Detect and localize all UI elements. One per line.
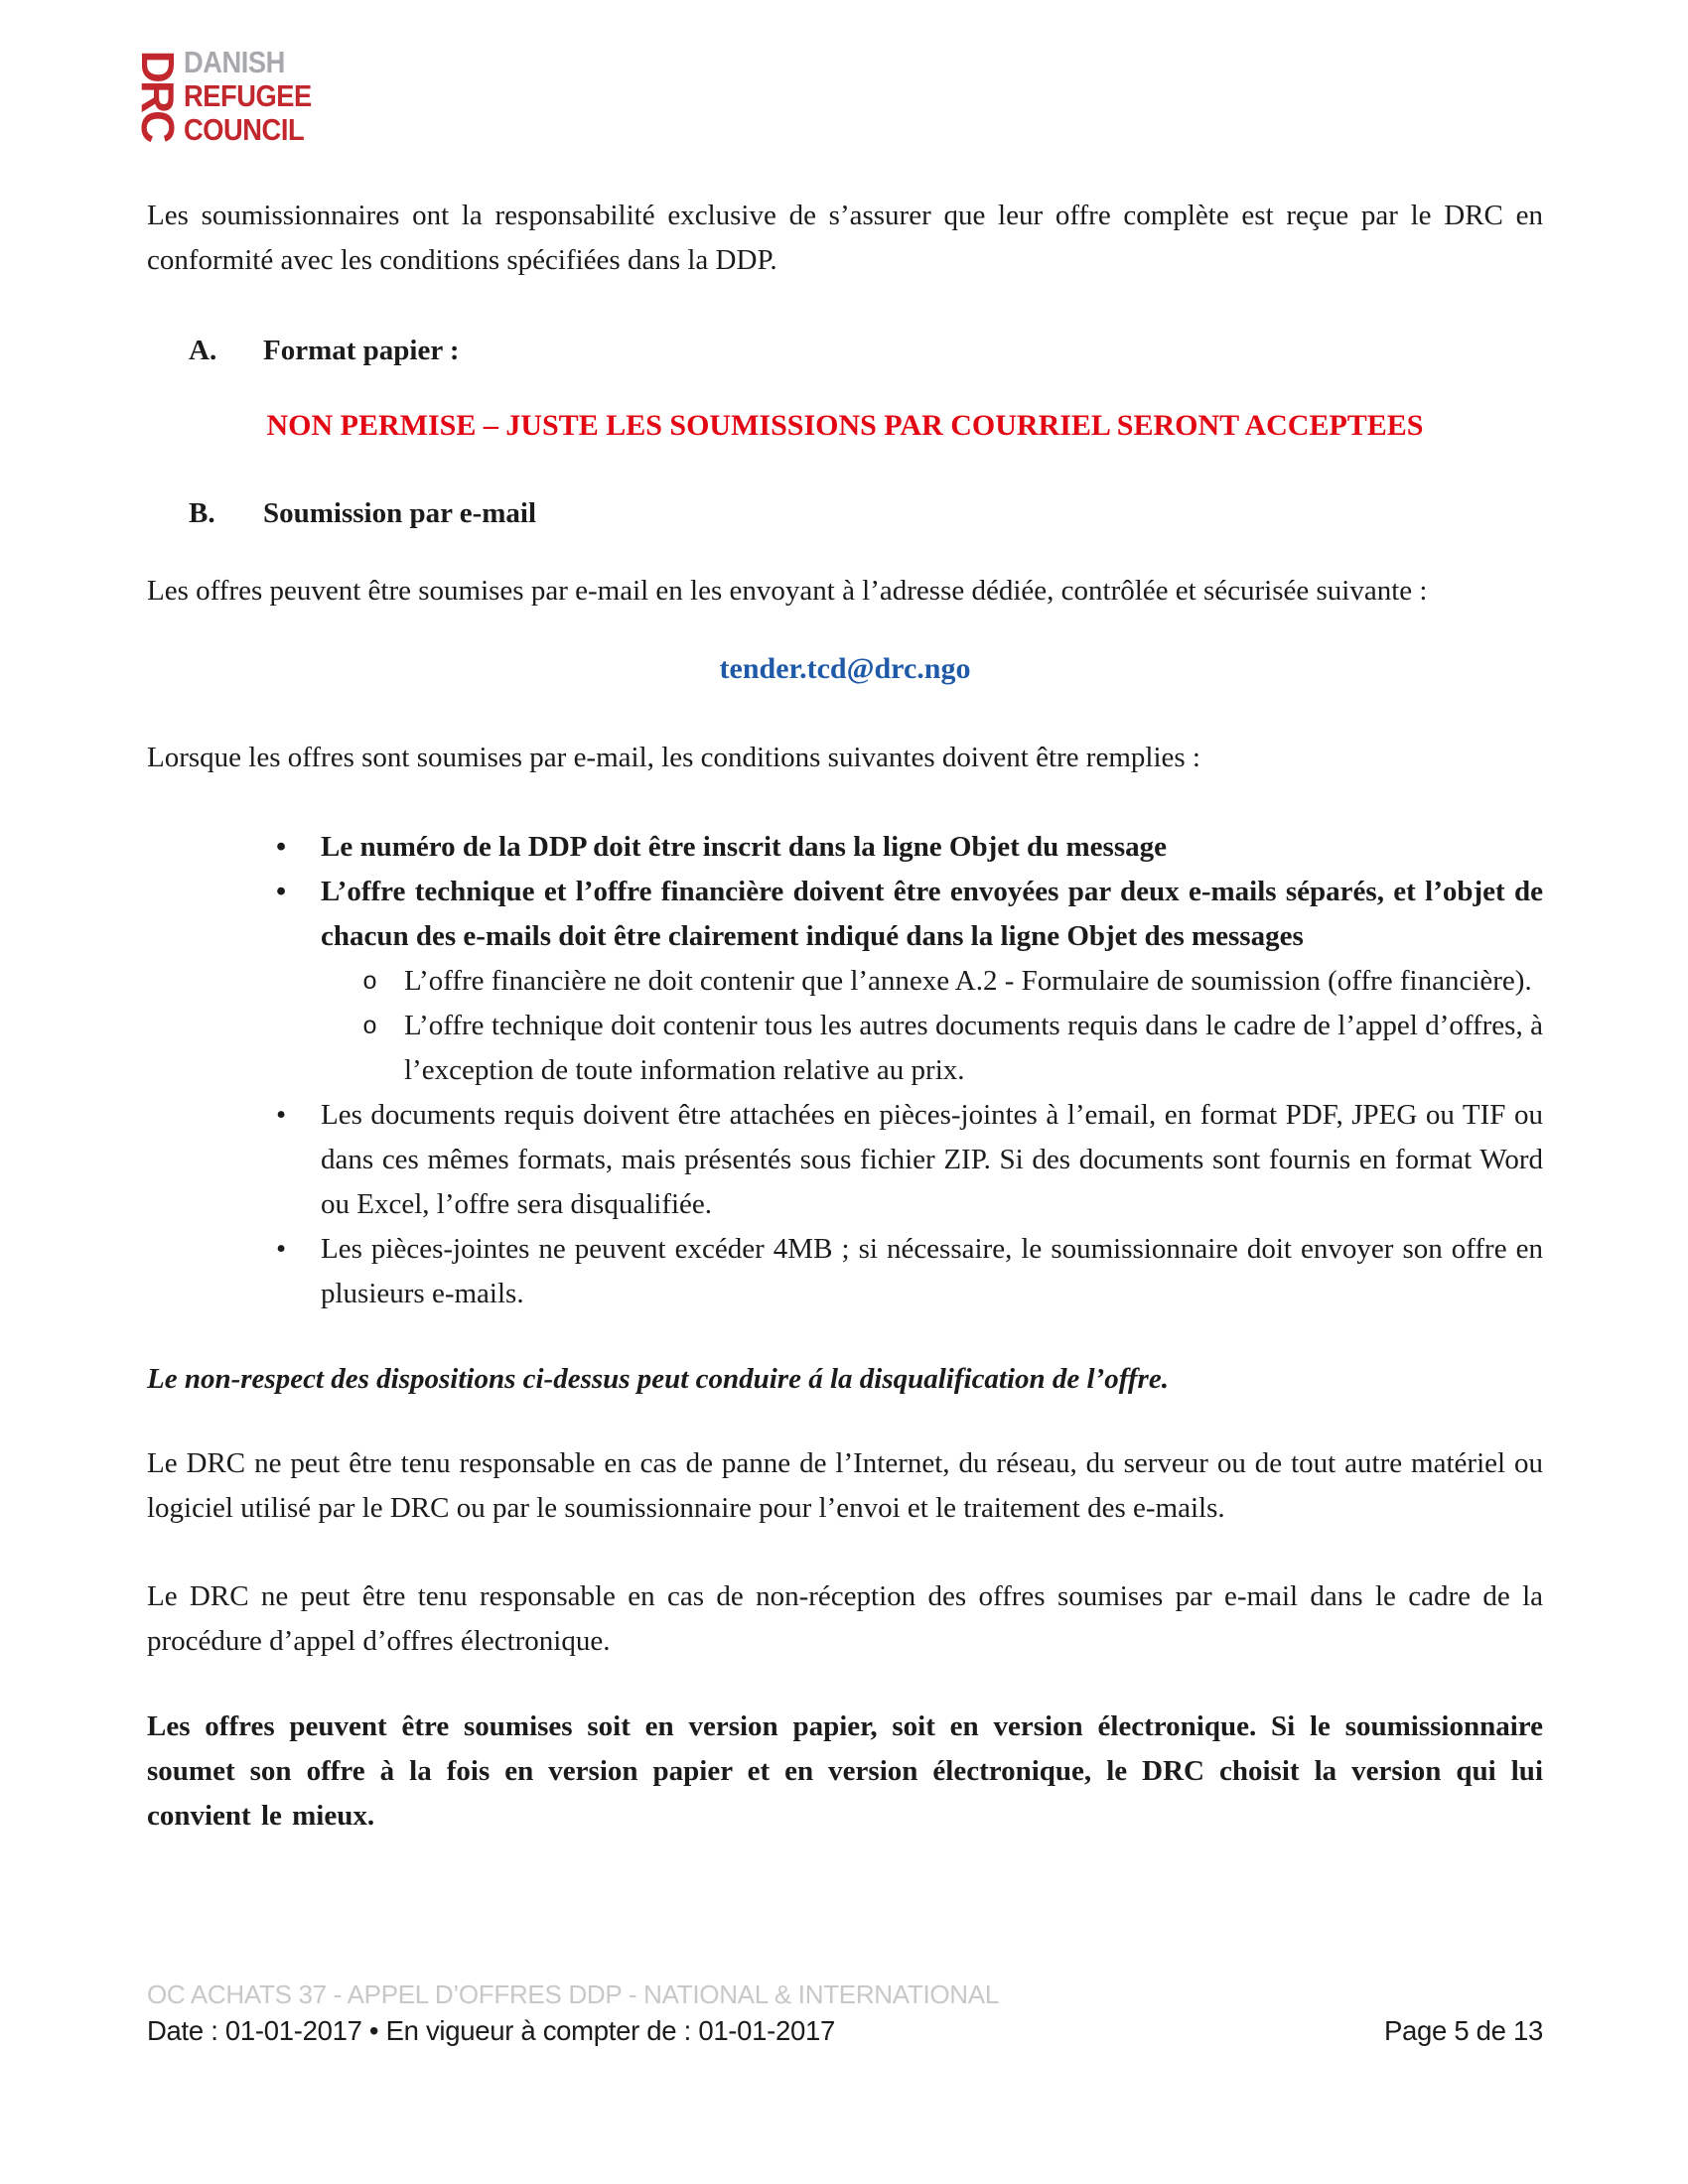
- bullet-disc-icon: •: [276, 831, 287, 863]
- list-item-attachment-size: [147, 1227, 1543, 1316]
- list-item-text: L’offre technique et l’offre financière doivent être envoyées par deux e-mails séparés, et l’objet de chacun des e-mails doit être clairement indiqué dans la ligne Objet des messages: [321, 876, 1543, 952]
- list-item-text: Le numéro de la DDP doit être inscrit dans la ligne Objet du message: [321, 831, 1167, 863]
- footer-document-reference: OC ACHATS 37 - APPEL D’OFFRES DDP - NATIONAL & INTERNATIONAL: [147, 1979, 999, 2009]
- bullet-circle-icon: o: [362, 968, 378, 997]
- logo-word-refugee: REFUGEE: [184, 78, 312, 113]
- drc-logo-drc-label: DRC: [132, 50, 184, 141]
- list-item-ddp-number: [147, 825, 1543, 870]
- bullet-disc-icon: •: [276, 1099, 287, 1131]
- warning-not-permitted: NON PERMISE – JUSTE LES SOUMISSIONS PAR COURRIEL SERONT ACCEPTEES: [266, 409, 1424, 442]
- footer-bottom-row: [147, 2013, 1543, 2049]
- bullet-circle-icon: o: [362, 1013, 378, 1041]
- paragraph-no-liability-reception: Le DRC ne peut être tenu responsable en cas de non-réception des offres soumises par e-mail dans le cadre de la procédure d’appel d’offres électronique.: [147, 1580, 1543, 1657]
- list-subitem-technical-offer: [147, 1004, 1543, 1093]
- disqualification-note: Le non-respect des dispositions ci-dessus peut conduire á la disqualification de l’offre.: [147, 1363, 1169, 1395]
- list-item-text: L’offre technique doit contenir tous les autres documents requis dans le cadre de l’appel d’offres, à l’exception de toute information relative au prix.: [404, 1010, 1543, 1086]
- list-item-two-emails: [147, 870, 1543, 959]
- paragraph-email-submission: Les offres peuvent être soumises par e-mail en les envoyant à l’adresse dédiée, contrôlée et sécurisée suivante :: [147, 575, 1428, 607]
- section-a-title: Format papier :: [263, 335, 460, 366]
- conditions-list: [147, 825, 1543, 1316]
- paragraph-responsibility: Les soumissionnaires ont la responsabilité exclusive de s’assurer que leur offre complète est reçue par le DRC en conformité avec les conditions spécifiées dans la DDP.: [147, 200, 1543, 276]
- tender-email-link[interactable]: tender.tcd@drc.ngo: [719, 652, 971, 685]
- footer-date-line: Date : 01-01-2017 • En vigueur à compter de : 01-01-2017: [147, 2015, 835, 2046]
- list-subitem-financial-offer: [147, 959, 1543, 1004]
- list-item-text: Les documents requis doivent être attachées en pièces-jointes à l’email, en format PDF, JPEG ou TIF ou dans ces mêmes formats, mais présentés sous fichier ZIP. Si des documents sont fournis en format Word ou Excel, l’offre sera disqualifiée.: [321, 1099, 1543, 1220]
- bullet-disc-icon: •: [276, 876, 287, 907]
- paragraph-no-liability-failure: Le DRC ne peut être tenu responsable en cas de panne de l’Internet, du réseau, du serveur ou de tout autre matériel ou logiciel utilisé par le DRC ou par le soumissionnaire pour l’envoi et le traitement des e-mails.: [147, 1447, 1543, 1524]
- section-a-number: A.: [189, 335, 217, 366]
- list-item-attachments-format: [147, 1093, 1543, 1227]
- paragraph-paper-or-electronic: Les offres peuvent être soumises soit en version papier, soit en version électronique. Si le soumissionnaire soumet son offre à la fois en version papier et en version électronique, le DRC choisit la version qui lui convient le mieux.: [147, 1710, 1543, 1832]
- section-heading-a: [147, 329, 1543, 373]
- footer-page-number: Page 5 de 13: [1383, 2015, 1543, 2046]
- list-item-text: Les pièces-jointes ne peuvent excéder 4MB ; si nécessaire, le soumissionnaire doit envoyer son offre en plusieurs e-mails.: [321, 1233, 1543, 1309]
- tender-email-line: [147, 646, 1543, 692]
- section-b-title: Soumission par e-mail: [263, 497, 537, 529]
- section-heading-b: [147, 491, 1543, 536]
- logo-word-danish: DANISH: [184, 45, 285, 79]
- document-body: [147, 0, 1543, 1839]
- paragraph-conditions-intro: Lorsque les offres sont soumises par e-mail, les conditions suivantes doivent être remplies :: [147, 742, 1200, 773]
- logo-word-council: COUNCIL: [184, 112, 305, 147]
- section-b-number: B.: [189, 497, 215, 529]
- list-item-text: L’offre financière ne doit contenir que l’annexe A.2 - Formulaire de soumission (offre financière).: [404, 965, 1532, 997]
- bullet-disc-icon: •: [276, 1233, 287, 1265]
- page-footer: [147, 1976, 1543, 2049]
